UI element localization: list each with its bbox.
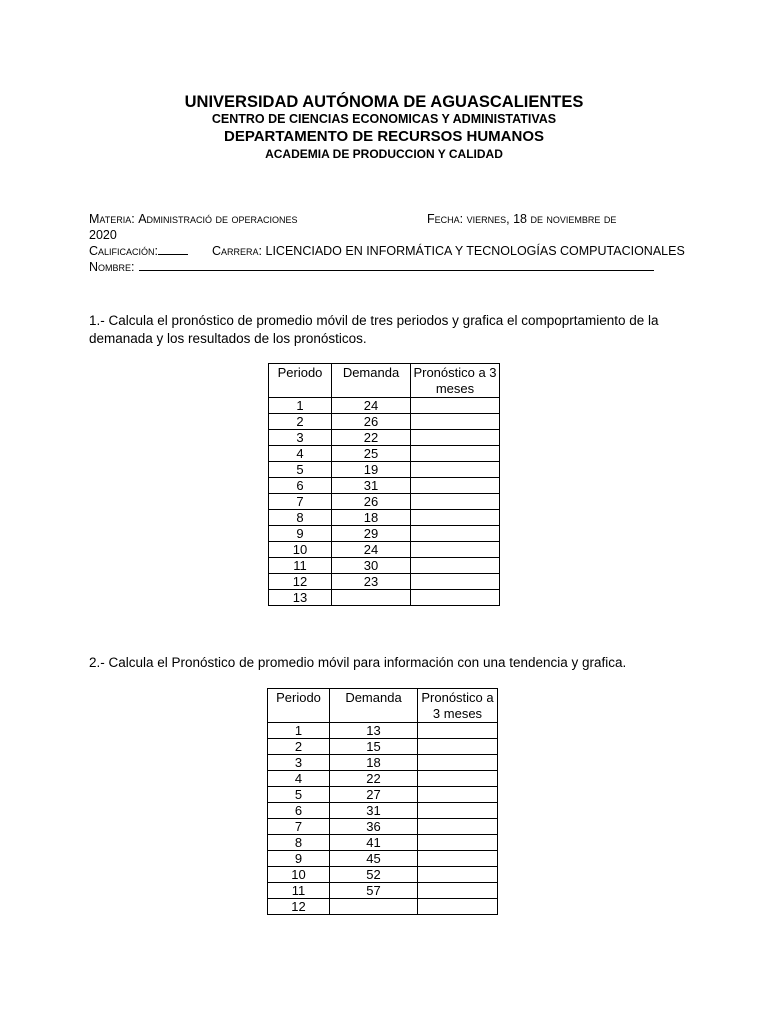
table-row — [269, 558, 500, 574]
pronostico-cell[interactable] — [418, 867, 498, 883]
demanda-header: Demanda — [330, 689, 418, 723]
demanda-cell: 30 — [332, 558, 411, 574]
pronostico-cell[interactable] — [418, 883, 498, 899]
periodo-cell: 6 — [269, 478, 332, 494]
table-row — [268, 867, 498, 883]
demanda-cell: 25 — [332, 446, 411, 462]
pronostico-header: Pronóstico a 3 meses — [418, 689, 498, 723]
materia-label: Materia: — [89, 212, 135, 226]
fecha-row — [427, 211, 616, 227]
periodo-cell: 12 — [268, 899, 330, 915]
pronostico-cell[interactable] — [418, 899, 498, 915]
table-row — [269, 478, 500, 494]
pronostico-cell[interactable] — [418, 771, 498, 787]
pronostico-cell[interactable] — [418, 739, 498, 755]
periodo-cell: 9 — [269, 526, 332, 542]
periodo-cell: 3 — [268, 755, 330, 771]
periodo-cell: 13 — [269, 590, 332, 606]
demanda-cell: 18 — [330, 755, 418, 771]
periodo-cell: 2 — [269, 414, 332, 430]
table-row — [268, 771, 498, 787]
pronostico-cell[interactable] — [411, 590, 500, 606]
periodo-cell: 9 — [268, 851, 330, 867]
periodo-cell: 5 — [269, 462, 332, 478]
question-1-table — [268, 363, 500, 606]
periodo-cell: 6 — [268, 803, 330, 819]
demanda-cell: 13 — [330, 723, 418, 739]
periodo-header: Periodo — [269, 364, 332, 398]
pronostico-cell[interactable] — [411, 558, 500, 574]
pronostico-cell[interactable] — [418, 787, 498, 803]
table-header-row — [269, 364, 500, 398]
pronostico-cell[interactable] — [418, 851, 498, 867]
calificacion-row — [89, 243, 188, 259]
periodo-cell: 4 — [268, 771, 330, 787]
pronostico-header: Pronóstico a 3 meses — [411, 364, 500, 398]
pronostico-cell[interactable] — [418, 723, 498, 739]
table-row — [269, 590, 500, 606]
table-row — [268, 851, 498, 867]
periodo-cell: 5 — [268, 787, 330, 803]
nombre-blank[interactable] — [139, 259, 654, 271]
pronostico-cell[interactable] — [411, 526, 500, 542]
periodo-cell: 12 — [269, 574, 332, 590]
table-row — [268, 755, 498, 771]
table-row — [268, 723, 498, 739]
table-row — [269, 462, 500, 478]
pronostico-cell[interactable] — [418, 835, 498, 851]
periodo-cell: 11 — [268, 883, 330, 899]
fecha-label: Fecha: — [427, 212, 464, 226]
periodo-cell: 8 — [269, 510, 332, 526]
table-row — [269, 446, 500, 462]
question-1-text: 1.- Calcula el pronóstico de promedio móvil de tres periodos y grafica el compoprtamiento de la demanada y los resultados de los pronósticos. — [89, 313, 659, 346]
demanda-cell: 52 — [330, 867, 418, 883]
calificacion-label: Calificación: — [89, 244, 159, 258]
demanda-cell: 29 — [332, 526, 411, 542]
demanda-cell: 31 — [332, 478, 411, 494]
periodo-cell: 10 — [268, 867, 330, 883]
department-title: DEPARTAMENTO DE RECURSOS HUMANOS — [223, 128, 545, 145]
table-row — [269, 574, 500, 590]
pronostico-cell[interactable] — [418, 803, 498, 819]
question-2-table — [267, 688, 498, 915]
periodo-cell: 1 — [269, 398, 332, 414]
demanda-cell: 23 — [332, 574, 411, 590]
demanda-cell: 19 — [332, 462, 411, 478]
table-row — [268, 787, 498, 803]
demanda-cell: 26 — [332, 414, 411, 430]
pronostico-cell[interactable] — [411, 446, 500, 462]
question-2-text: 2.- Calcula el Pronóstico de promedio móvil para información con una tendencia y grafica. — [89, 655, 627, 670]
periodo-cell: 1 — [268, 723, 330, 739]
demanda-cell: 27 — [330, 787, 418, 803]
periodo-cell: 11 — [269, 558, 332, 574]
calificacion-blank[interactable] — [158, 244, 188, 255]
table-row — [269, 430, 500, 446]
table-row — [269, 398, 500, 414]
carrera-row — [212, 243, 685, 259]
pronostico-cell[interactable] — [418, 755, 498, 771]
periodo-cell: 4 — [269, 446, 332, 462]
pronostico-cell[interactable] — [418, 819, 498, 835]
demanda-cell: 22 — [332, 430, 411, 446]
demanda-cell: 18 — [332, 510, 411, 526]
demanda-cell: 22 — [330, 771, 418, 787]
carrera-value: LICENCIADO EN INFORMÁTICA Y TECNOLOGÍAS COMPUTACIONALES — [265, 244, 685, 258]
table-row — [269, 414, 500, 430]
question-1-table-body — [269, 398, 500, 606]
fecha-value: viernes, 18 de noviembre de — [466, 212, 617, 226]
academy-title: ACADEMIA DE PRODUCCION Y CALIDAD — [265, 147, 503, 161]
table-row — [269, 494, 500, 510]
nombre-label: Nombre: — [89, 260, 135, 274]
nombre-row — [89, 259, 654, 275]
table-row — [269, 510, 500, 526]
demanda-cell: 57 — [330, 883, 418, 899]
carrera-label: Carrera: — [212, 244, 263, 258]
demanda-cell: 36 — [330, 819, 418, 835]
pronostico-cell[interactable] — [411, 398, 500, 414]
materia-value: Administració de operaciones — [138, 212, 298, 226]
demanda-cell: 15 — [330, 739, 418, 755]
demanda-cell: 31 — [330, 803, 418, 819]
table-row — [268, 883, 498, 899]
demanda-cell: 24 — [332, 542, 411, 558]
demanda-cell: 26 — [332, 494, 411, 510]
periodo-cell: 7 — [268, 819, 330, 835]
pronostico-cell[interactable] — [411, 414, 500, 430]
table-row — [268, 819, 498, 835]
demanda-cell[interactable] — [330, 899, 418, 915]
materia-row — [89, 211, 298, 227]
demanda-header: Demanda — [332, 364, 411, 398]
table-row — [268, 739, 498, 755]
pronostico-cell[interactable] — [411, 510, 500, 526]
periodo-cell: 3 — [269, 430, 332, 446]
table-row — [269, 526, 500, 542]
table-header-row — [268, 689, 498, 723]
demanda-cell: 45 — [330, 851, 418, 867]
table-row — [268, 835, 498, 851]
demanda-cell: 24 — [332, 398, 411, 414]
periodo-cell: 7 — [269, 494, 332, 510]
pronostico-cell[interactable] — [411, 494, 500, 510]
pronostico-cell[interactable] — [411, 478, 500, 494]
periodo-cell: 2 — [268, 739, 330, 755]
university-title: UNIVERSIDAD AUTÓNOMA DE AGUASCALIENTES — [184, 93, 584, 111]
table-row — [269, 542, 500, 558]
pronostico-cell[interactable] — [411, 430, 500, 446]
fecha-year: 2020 — [89, 228, 117, 242]
demanda-cell[interactable] — [332, 590, 411, 606]
pronostico-cell[interactable] — [411, 542, 500, 558]
demanda-cell: 41 — [330, 835, 418, 851]
center-title: CENTRO DE CIENCIAS ECONOMICAS Y ADMINISTATIVAS — [211, 112, 557, 126]
periodo-cell: 8 — [268, 835, 330, 851]
question-2-table-body — [268, 723, 498, 915]
document-header — [0, 92, 768, 162]
pronostico-cell[interactable] — [411, 574, 500, 590]
periodo-cell: 10 — [269, 542, 332, 558]
pronostico-cell[interactable] — [411, 462, 500, 478]
periodo-header: Periodo — [268, 689, 330, 723]
table-row — [268, 899, 498, 915]
table-row — [268, 803, 498, 819]
